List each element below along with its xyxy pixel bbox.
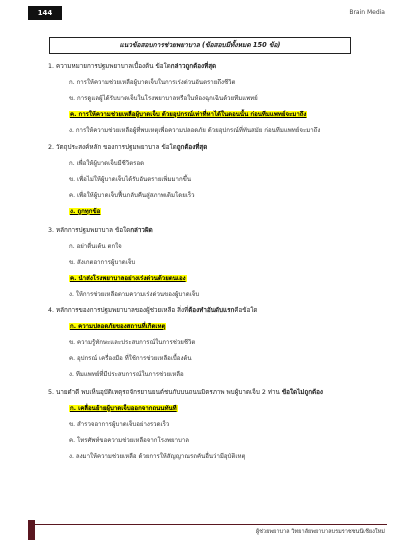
question-5-stem	[48, 388, 323, 398]
question-stem-emphasis: ข้อใดไม่ถูกต้อง	[281, 389, 323, 396]
question-1-stem	[48, 62, 216, 72]
question-4-option-d: ง. ทีมแพทย์ที่มีประสบการณ์ในการช่วยเหลือ	[69, 371, 184, 378]
question-1-option-d: ง. การให้ความช่วยเหลือผู้ที่พบเหตุเพื่อความปลอดภัย ด้วยอุปกรณ์ที่ทันสมัย ก่อนทีมแพทย์จะมาถึง	[69, 127, 321, 134]
question-3-option-a: ก. อย่าตื่นเต้น ตกใจ	[69, 243, 122, 250]
question-1-option-b: ข. การดูแลผู้ได้รับบาดเจ็บในโรงพยาบาลหรือในห้องฉุกเฉินด้วยทีมแพทย์	[69, 95, 258, 102]
question-stem-text: 5. นายดำดี พบเห็นอุบัติเหตุรถจักรยานยนต์ชนกับบนถนนมิตรภาพ พบผู้บาดเจ็บ 2 ท่าน	[48, 389, 282, 396]
question-1-option-c	[69, 110, 307, 120]
question-stem-emphasis: ถูกต้องที่สุด	[176, 144, 208, 151]
question-2-option-d	[69, 207, 101, 217]
question-stem-tail: คือข้อใด	[234, 307, 258, 314]
page-number: 144	[28, 6, 62, 20]
question-5-option-a	[69, 404, 178, 414]
footer-divider	[35, 524, 387, 525]
question-2-stem	[48, 143, 207, 153]
question-4-stem	[48, 306, 258, 316]
question-stem-text: 1. ความหมายการปฐมพยาบาลเบื้องต้น ข้อใด	[48, 63, 171, 70]
footer-text: ผู้ช่วยพยาบาล วิทยาลัยพยาบาลบรมราชชนนีเชียงใหม่	[255, 529, 385, 535]
question-5-option-b: ข. สำรวจอาการผู้บาดเจ็บอย่างรวดเร็ว	[69, 421, 170, 428]
question-3-option-c	[69, 274, 187, 284]
correct-answer-highlight: ค. นำส่งโรงพยาบาลอย่างเร่งด่วนด้วยตนเอง	[70, 275, 186, 282]
question-stem-emphasis: ต้องทำอันดับแรก	[188, 307, 235, 314]
question-3-stem	[48, 226, 153, 236]
question-4-option-c: ค. อุปกรณ์ เครื่องมือ ที่ใช้การช่วยเหลือเบื้องต้น	[69, 355, 192, 362]
question-stem-emphasis: กล่าวถูกต้องที่สุด	[170, 63, 217, 70]
question-4-option-a	[69, 322, 166, 332]
question-stem-text: 3. หลักการปฐมพยาบาล ข้อใด	[48, 227, 131, 234]
correct-answer-highlight: ก. ความปลอดภัยของสถานที่เกิดเหตุ	[70, 323, 166, 330]
question-5-option-c: ค. โทรศัพท์ขอความช่วยเหลือจากโรงพยาบาล	[69, 437, 190, 444]
question-2-option-c: ค. เพื่อให้ผู้บาดเจ็บฟื้นกลับคืนสู่สภาพเดิมโดยเร็ว	[69, 192, 195, 199]
correct-answer-highlight: ค. การให้ความช่วยเหลือผู้บาดเจ็บ ด้วยอุปกรณ์เท่าที่หาได้ในตอนนั้น ก่อนทีมแพทย์จะมาถึง	[70, 111, 307, 118]
question-3-option-b: ข. สังเกตอาการผู้บาดเจ็บ	[69, 259, 136, 266]
question-stem-text: 2. วัตถุประสงค์หลัก ของการปฐมพยาบาล ข้อใด	[48, 144, 177, 151]
question-stem-emphasis: กล่าวผิด	[130, 227, 153, 234]
question-2-option-a: ก. เพื่อให้ผู้บาดเจ็บมีชีวิตรอด	[69, 160, 145, 167]
footer-accent-bar	[28, 520, 35, 540]
question-1-option-a: ก. การให้ความช่วยเหลือผู้บาดเจ็บในการเร่งด่วนอันตรายถึงชีวิต	[69, 79, 236, 86]
question-stem-text: 4. หลักการของการปฐมพยาบาลของผู้ช่วยเหลือ สิ่งที่	[48, 307, 189, 314]
question-5-option-d: ง. ลงมาให้ความช่วยเหลือ ด้วยการให้สัญญาณรถคันอื่นว่ามีอุบัติเหตุ	[69, 453, 246, 460]
question-4-option-b: ข. ความรู้ทักษะและประสบการณ์ในการช่วยชีวิต	[69, 339, 196, 346]
correct-answer-highlight: ง. ถูกทุกข้อ	[70, 208, 101, 215]
correct-answer-highlight: ก. เคลื่อนย้ายผู้บาดเจ็บออกจากถนนทันที	[70, 405, 177, 412]
header-brand: Brain Media	[349, 9, 385, 16]
question-3-option-d: ง. ให้การช่วยเหลือตามความเร่งด่วนของผู้บาดเจ็บ	[69, 291, 200, 298]
exam-title: แนวข้อสอบการช่วยพยาบาล (ข้อสอบมีทั้งหมด 150 ข้อ)	[49, 37, 351, 54]
question-2-option-b: ข. เพื่อไม่ให้ผู้บาดเจ็บได้รับอันตรายเพิ่มมากขึ้น	[69, 176, 191, 183]
